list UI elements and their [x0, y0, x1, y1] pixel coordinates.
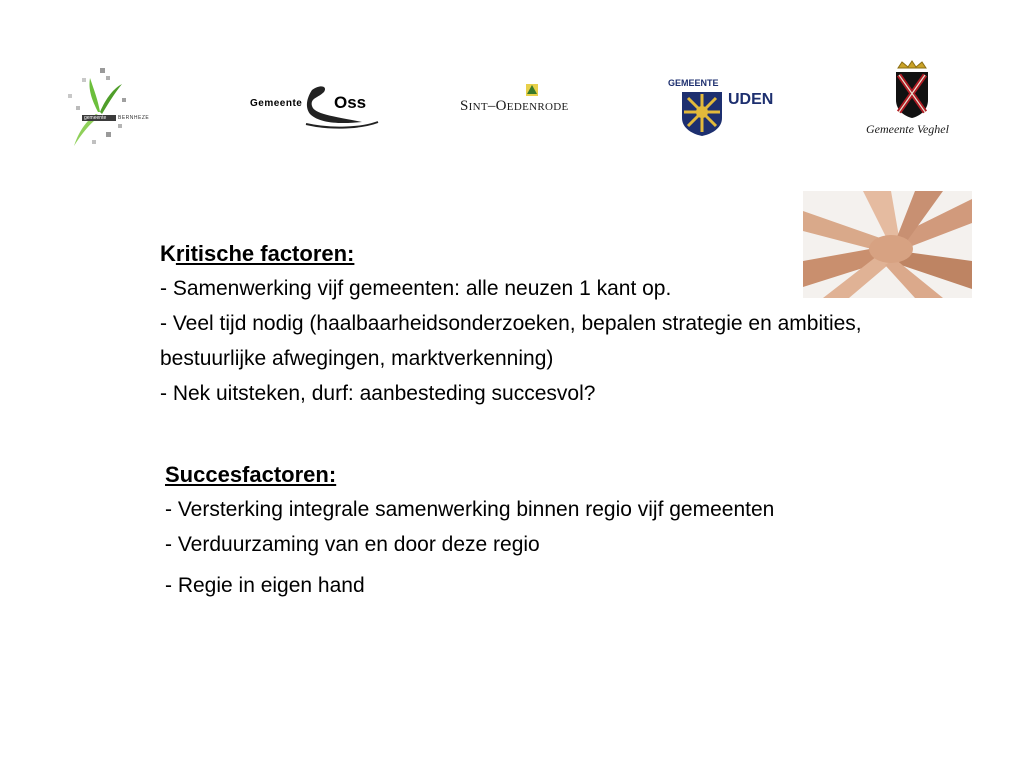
sint-oedenrode-name: Sint–Oedenrode: [460, 98, 569, 114]
uden-name: UDEN: [728, 91, 774, 108]
bernheze-label-left: gemeente: [84, 115, 107, 121]
success-factors-heading: Succesfactoren:: [165, 462, 337, 487]
logo-sint-oedenrode: [460, 82, 602, 118]
critical-line-3: - Nek uitsteken, durf: aanbesteding succesvol?: [160, 382, 596, 405]
logo-oss: [250, 84, 380, 130]
critical-line-1: - Samenwerking vijf gemeenten: alle neuzen 1 kant op.: [160, 277, 672, 300]
bernheze-emblem-icon: [62, 64, 162, 150]
oss-prefix: Gemeente: [250, 98, 303, 109]
success-line-3: - Regie in eigen hand: [165, 574, 365, 597]
bernheze-label-right: BERNHEZE: [118, 115, 150, 121]
success-line-1: - Versterking integrale samenwerking binnen regio vijf gemeenten: [165, 498, 775, 521]
sint-oedenrode-crest-icon: [524, 82, 540, 98]
logo-uden: [666, 78, 782, 138]
veghel-crest-icon: [890, 60, 934, 120]
critical-heading-first-letter: K: [160, 241, 176, 266]
critical-line-2: - Veel tijd nodig (haalbaarheidsonderzoeken, bepalen strategie en ambities, bestuurlijke afwegingen, marktverkenning): [160, 312, 862, 370]
logo-bernheze: [62, 64, 162, 150]
success-factors-section: [165, 457, 785, 603]
critical-factors-section: [160, 236, 920, 411]
critical-heading-rest: ritische factoren:: [175, 241, 355, 266]
logo-veghel: [866, 60, 962, 140]
critical-factors-heading: [160, 236, 920, 271]
veghel-name: Gemeente Veghel: [866, 122, 949, 136]
oss-name: Oss: [334, 93, 367, 112]
uden-crest-icon: [680, 90, 724, 136]
uden-prefix: GEMEENTE: [668, 78, 719, 88]
success-line-2: - Verduurzaming van en door deze regio: [165, 533, 540, 556]
